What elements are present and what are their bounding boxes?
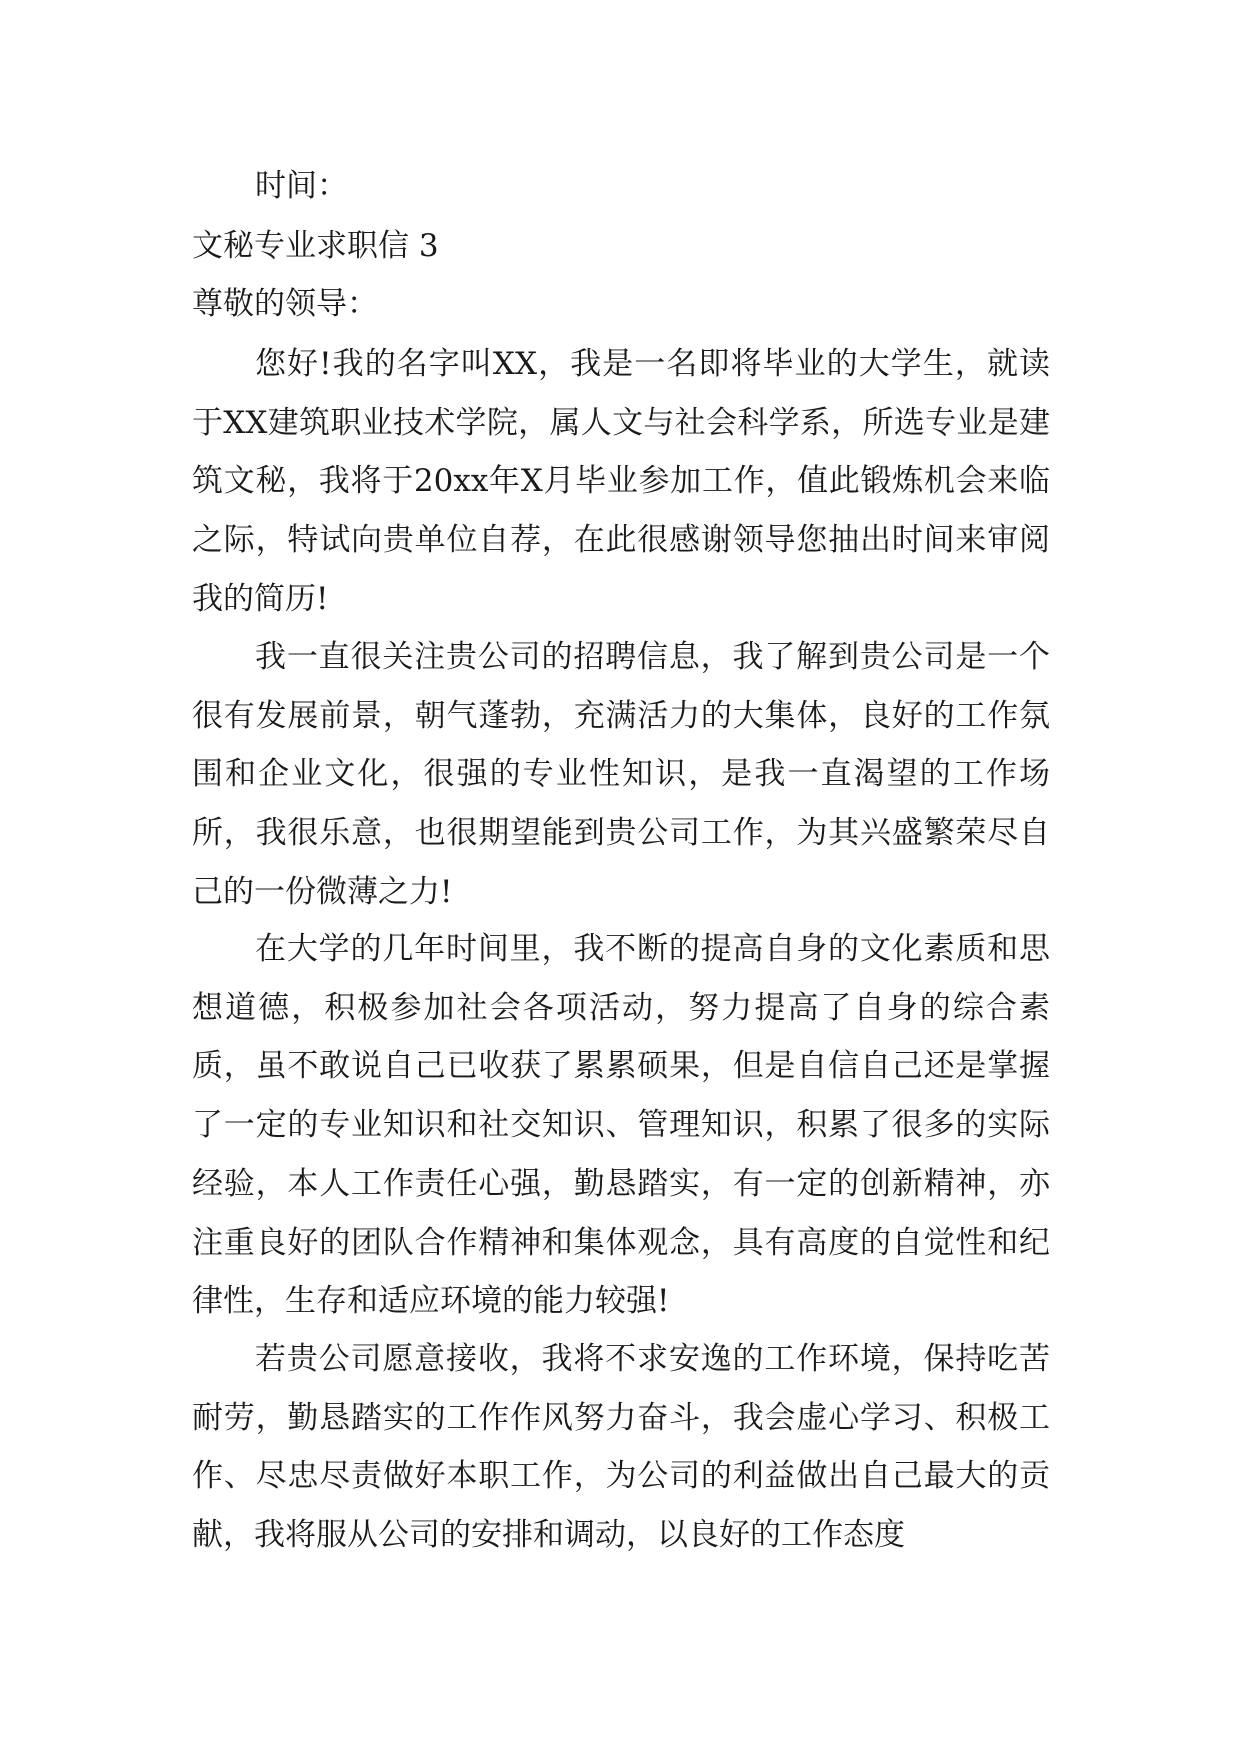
paragraph-company-interest: 我一直很关注贵公司的招聘信息，我了解到贵公司是一个很有发展前景，朝气蓬勃，充满活力的大集体，良好的工作氛围和企业文化，很强的专业性知识，是我一直渴望的工作场所，我很乐意，也很期望能到贵公司工作，为其兴盛繁荣尽自己的一份微薄之力! [192, 639, 1050, 910]
paragraph-university-experience: 在大学的几年时间里，我不断的提高自身的文化素质和思想道德，积极参加社会各项活动，努力提高了自身的综合素质，虽不敢说自己已收获了累累硕果，但是自信自己还是掌握了一定的专业知识和社交知识、管理知识，积累了很多的实际经验，本人工作责任心强，勤恳踏实，有一定的创新精神，亦注重良好的团队合作精神和集体观念，具有高度的自觉性和纪律性，生存和适应环境的能力较强! [192, 931, 1050, 1320]
paragraph-intro: 您好!我的名字叫XX，我是一名即将毕业的大学生，就读于XX建筑职业技术学院，属人文与社会科学系，所选专业是建筑文秘，我将于20xx年X月毕业参加工作，值此锻炼机会来临之际，特试向贵单位自荐，在此很感谢领导您抽出时间来审阅我的简历! [192, 346, 1050, 617]
section-title: 文秘专业求职信 3 [192, 228, 439, 264]
paragraph-commitment: 若贵公司愿意接收，我将不求安逸的工作环境，保持吃苦耐劳，勤恳踏实的工作作风努力奋斗，我会虚心学习、积极工作、尽忠尽责做好本职工作，为公司的利益做出自己最大的贡献，我将服从公司的安排和调动，以良好的工作态度 [192, 1341, 1050, 1554]
salutation: 尊敬的领导： [192, 286, 378, 322]
time-label: 时间： [255, 168, 348, 204]
